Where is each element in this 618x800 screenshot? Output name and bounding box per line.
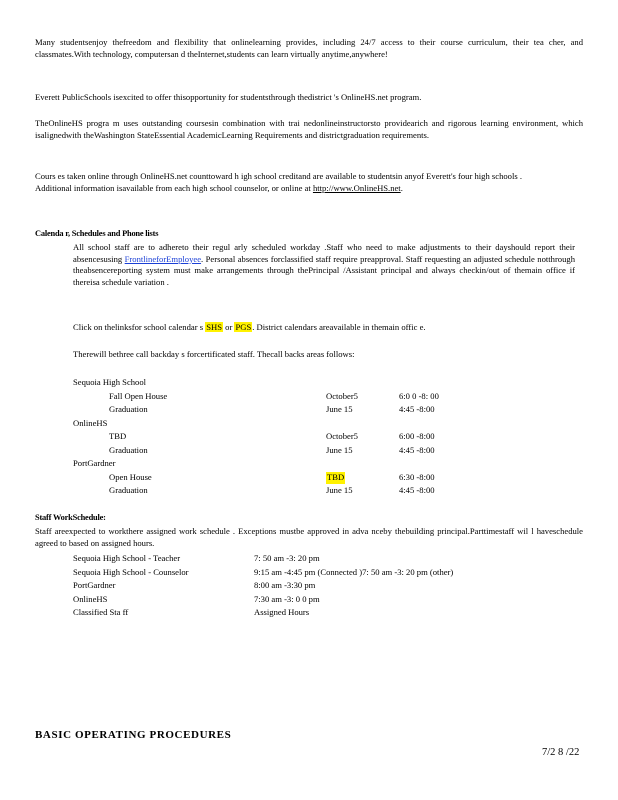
absence-text-pre: All school staff are to adhereto their regul arly scheduled workday .Staff who need to make adjustments to their dayshould report their absencesusing (73, 242, 575, 264)
work-schedule-heading: Staff WorkSchedule: (35, 513, 106, 522)
onlinehs-url-link[interactable]: http://www.OnlineHS.net (312, 182, 401, 193)
callback-event-name: Graduation (109, 404, 148, 414)
callback-event-date: October5 (326, 431, 358, 441)
work-schedule-paragraph: Staff areexpected to workthere assigned work schedule . Exceptions mustbe approved in adva nceby thebuilding principal.Parttimestaff wil l haveschedule agreed to based on assigned hours. (35, 526, 583, 548)
callback-event-time: 4:45 -8:00 (399, 445, 435, 455)
callback-event-time: 6:30 -8:00 (399, 472, 435, 482)
schedule-role: PortGardner (73, 580, 116, 590)
schedule-role: OnlineHS (73, 594, 108, 604)
callback-intro-paragraph: Therewill bethree call backday s forcertificated staff. Thecall backs areas follows: (73, 349, 355, 359)
intro-paragraph-1: Many studentsenjoy thefreedom and flexibility that onlinelearning provides, including 24/7 access to their course curriculum, their tea cher, and classmates.With technology, computersan d theInternet,students can learn virtually anytime,anywhere! (35, 37, 583, 59)
calendar-links-text-post: . District calendars areavailable in themain offic e. (252, 322, 426, 332)
intro-paragraph-4-line-1: Cours es taken online through OnlineHS.net counttoward h igh school creditand are available to studentsin anyof Everett's four high schools . (35, 171, 522, 181)
schedule-role: Sequoia High School - Counselor (73, 567, 189, 577)
intro-paragraph-4 (35, 171, 583, 194)
schedule-hours: 9:15 am -4:45 pm (Connected )7: 50 am -3: 20 pm (other) (254, 567, 454, 577)
intro-info-period: . (400, 182, 403, 193)
callback-event-name: Graduation (109, 445, 148, 455)
absence-paragraph (73, 242, 575, 288)
absence-text-post: . Personal absences forclassified staff require preapproval. Staff requesting an adjusted schedule notthrough theabsencereporting system must make arrangements through thePrincipal /Assistant principal and always checkin/out of themain office if thereisa schedule variation . (73, 253, 575, 287)
schedule-hours: 8:00 am -3:30 pm (254, 580, 316, 590)
shs-calendar-link[interactable]: SHS (206, 322, 222, 332)
intro-paragraph-4-line-2 (35, 183, 583, 195)
callback-event-date: October5 (326, 391, 358, 401)
callback-event-name: TBD (109, 431, 127, 441)
callback-event-date: June 15 (326, 404, 353, 414)
schedule-role: Sequoia High School - Teacher (73, 553, 181, 563)
intro-info-text: Additional information isavailable from each high school counselor, or online at (35, 182, 311, 193)
schedule-hours: 7:30 am -3: 0 0 pm (254, 594, 320, 604)
calendars-heading: Calenda r, Schedules and Phone lists (35, 229, 159, 238)
schedule-role: Classified Sta ff (73, 607, 129, 617)
calendar-links-or: or (225, 322, 233, 332)
callback-school-name: PortGardner (73, 458, 116, 468)
callback-event-date: June 15 (326, 445, 353, 455)
document-footer-title: BASIC OPERATING PROCEDURES (35, 729, 232, 741)
callback-event-time: 4:45 -8:00 (399, 485, 435, 495)
callback-school-name: OnlineHS (73, 418, 108, 428)
callback-event-date: June 15 (326, 485, 353, 495)
frontline-employee-link[interactable]: FrontlineforEmployee (124, 253, 202, 264)
calendar-links-text-pre: Click on thelinksfor school calendar s (73, 322, 204, 332)
callback-event-name: Graduation (109, 485, 148, 495)
schedule-hours: Assigned Hours (254, 607, 310, 617)
callback-event-time: 6:0 0 -8: 00 (399, 391, 439, 401)
document-footer-date: 7/2 8 /22 (542, 747, 580, 758)
callback-event-time: 6:00 -8:00 (399, 431, 435, 441)
callback-event-name: Fall Open House (109, 391, 168, 401)
intro-paragraph-2: Everett PublicSchools isexcited to offer thisopportunity for studentsthrough thedistrict 's OnlineHS.net program. (35, 92, 422, 102)
callback-school-name: Sequoia High School (73, 377, 147, 387)
callback-event-name: Open House (109, 472, 152, 482)
pgs-calendar-link[interactable]: PGS (235, 322, 252, 332)
schedule-hours: 7: 50 am -3: 20 pm (254, 553, 320, 563)
intro-paragraph-3: TheOnlineHS progra m uses outstanding coursesin combination with trai nedonlineinstructorsto providearich and rigorous learning environment, which isalignedwith theWashington StateEssential AcademicLearning Requirements and districtgraduation requirements. (35, 118, 583, 140)
callback-event-time: 4:45 -8:00 (399, 404, 435, 414)
calendar-links-paragraph (73, 322, 575, 334)
callback-event-date-highlighted: TBD (327, 472, 345, 482)
